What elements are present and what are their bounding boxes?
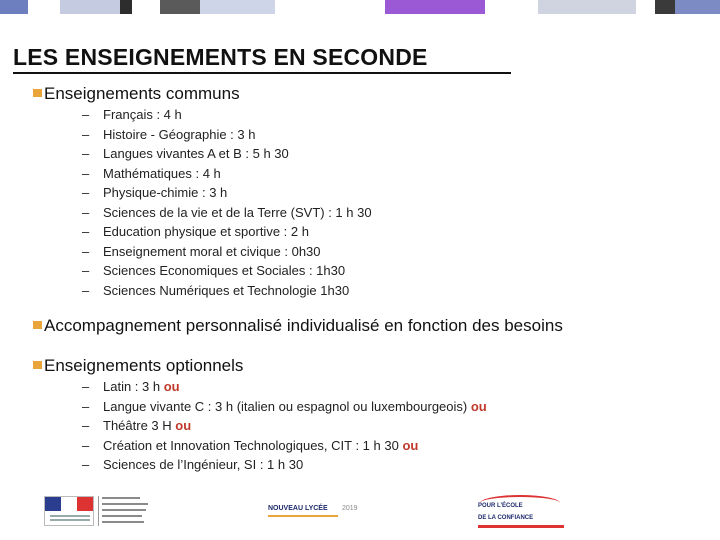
list-item [82,125,372,145]
ecole-confiance-line2: DE LA CONFIANCE [478,515,534,521]
list-item [82,183,372,203]
dash-bullet: – [82,126,90,142]
list-item [82,222,372,242]
top-bar-block [538,0,636,14]
section-heading-communs [33,84,240,104]
ecole-confiance-logo [474,495,569,531]
dash-bullet: – [82,185,90,200]
title-underline [13,72,511,74]
dash-bullet: – [82,204,90,220]
ministere-logo [40,494,148,528]
dash-bullet: – [82,457,90,472]
dash-bullet: – [82,224,90,239]
list-item-text: Sciences de l’Ingénieur, SI : 1 h 30 [103,457,304,472]
dash-bullet: – [82,398,90,414]
dash-bullet: – [82,263,90,278]
logo-separator [98,496,99,526]
nouveau-lycee-year: 2019 [342,505,358,512]
square-bullet-icon [33,321,42,329]
nouveau-lycee-text: NOUVEAU LYCÉE [268,505,328,512]
list-enseignements-communs [82,105,372,300]
list-item [82,242,372,262]
list-enseignements-optionnels [82,377,487,475]
dash-bullet: – [82,418,90,433]
top-bar-block [60,0,120,14]
slide-title: LES ENSEIGNEMENTS EN SECONDE [13,44,428,70]
section-heading-text: Accompagnement personnalisé individualisé en fonction des besoins [44,316,563,335]
ou-connector: ou [470,398,487,414]
section-heading-text: Enseignements communs [44,84,240,103]
list-item-text: Langue vivante C : 3 h (italien ou espagnol ou luxembourgeois) [103,398,471,414]
dash-bullet: – [82,243,90,259]
list-item-text: Création et Innovation Technologiques, CIT : 1 h 30 [103,437,403,453]
list-item-text: Langues vivantes A et B : 5 h 30 [103,146,289,161]
list-item [82,397,487,417]
list-item [82,436,487,456]
ou-connector: ou [175,418,192,433]
list-item [82,377,487,397]
marianne-flag-icon [44,496,94,526]
top-bar-block [160,0,200,14]
list-item [82,105,372,125]
dash-bullet: – [82,165,90,181]
footer-logos [0,490,720,535]
list-item-text: Enseignement moral et civique : 0h30 [103,243,321,259]
dash-bullet: – [82,437,90,453]
list-item-text: Education physique et sportive : 2 h [103,224,309,239]
list-item-text: Mathématiques : 4 h [103,165,221,181]
list-item-text: Sciences de la vie et de la Terre (SVT) : 1 h 30 [103,204,372,220]
top-bar-block [675,0,720,14]
top-bar-block [120,0,132,14]
list-item-text: Histoire - Géographie : 3 h [103,126,256,142]
list-item-text: Sciences Economiques et Sociales : 1h30 [103,263,346,278]
top-bar-block [0,0,28,14]
list-item [82,164,372,184]
top-bar-block [385,0,485,14]
list-item [82,416,487,436]
square-bullet-icon [33,89,42,97]
top-bar-block [200,0,275,14]
list-item [82,455,487,475]
list-item [82,144,372,164]
nouveau-lycee-logo [268,504,363,520]
dash-bullet: – [82,379,90,394]
ecole-confiance-line1: POUR L’ÉCOLE [478,503,523,509]
dash-bullet: – [82,107,90,122]
list-item [82,203,372,223]
list-item-text: Français : 4 h [103,107,182,122]
list-item [82,281,372,301]
list-item-text: Théâtre 3 H [103,418,176,433]
section-heading-accompagnement [33,316,563,336]
dash-bullet: – [82,282,90,298]
ou-connector: ou [402,437,419,453]
ou-connector: ou [163,379,180,394]
list-item [82,261,372,281]
list-item-text: Sciences Numériques et Technologie 1h30 [103,282,350,298]
square-bullet-icon [33,361,42,369]
top-bar-block [655,0,675,14]
section-heading-text: Enseignements optionnels [44,356,244,375]
ministere-wordmark [102,497,148,527]
top-color-bar [0,0,720,14]
dash-bullet: – [82,146,90,161]
list-item-text: Physique-chimie : 3 h [103,185,228,200]
confiance-underline [478,525,564,528]
nouveau-lycee-underline [268,515,338,517]
list-item-text: Latin : 3 h [103,379,164,394]
section-heading-optionnels [33,356,243,376]
